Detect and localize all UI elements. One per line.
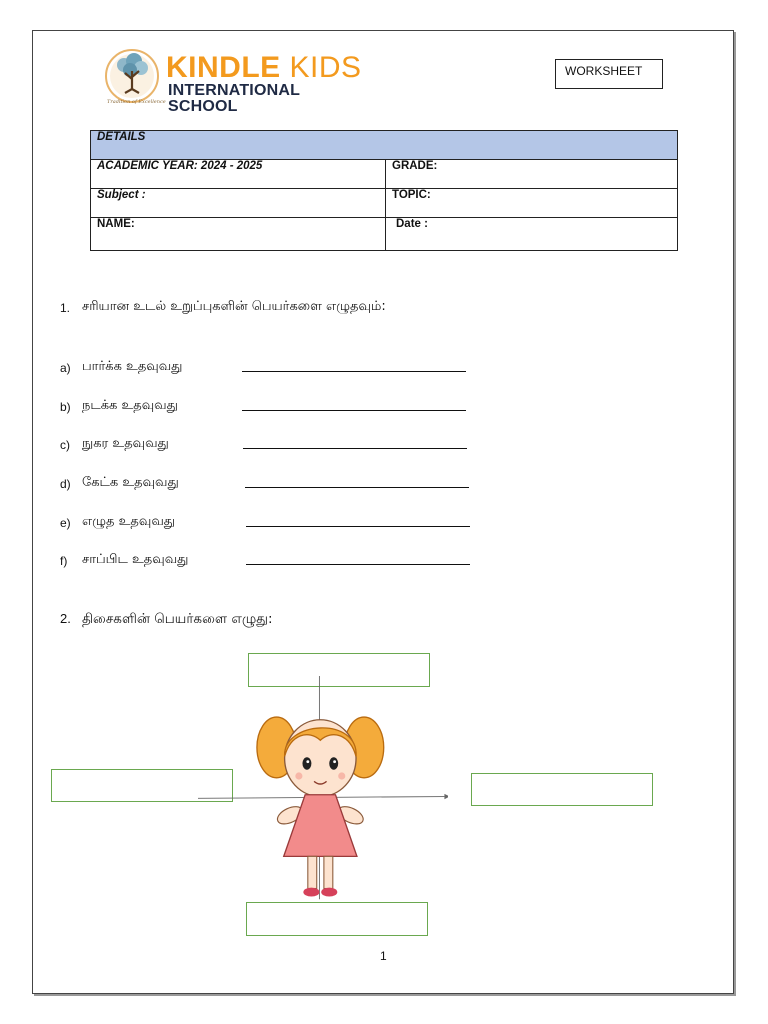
grade-cell: GRADE:	[386, 160, 678, 189]
answer-line[interactable]	[242, 410, 466, 411]
date-cell: Date :	[386, 218, 678, 251]
details-table	[90, 130, 678, 251]
answer-line[interactable]	[246, 564, 470, 565]
logo-tagline: Tradition of Excellence	[107, 99, 166, 105]
question-text: திசைகளின் பெயர்களை எழுது:	[82, 611, 273, 627]
question-number: 1.	[60, 301, 71, 315]
worksheet-page: KINDLE KIDS INTERNATIONAL SCHOOL Tradition of Excellence WORKSHEET DETAILS ACADEMIC YEAR: 2024 - 2025 GRADE: Subject : TOPIC: NAME: Date : 1. சரியான உடல் உறுப்புகளின் பெயர்களை எழுதவும்: a) பார்க்க உதவுவது b) நடக்க உதவுவது c) நுகர உதவுவது d) கேட்க உதவுவது e) எழுத உதவுவது f) சாப்பிட உதவுவது 2. திசைகளின் பெயர்களை எழுது: 1	[32, 30, 734, 994]
worksheet-label: WORKSHEET	[555, 59, 663, 89]
subject-cell: Subject :	[91, 189, 386, 218]
brand-name: KINDLE KIDS	[166, 51, 362, 84]
east-answer-box[interactable]	[471, 773, 653, 806]
question-text: சரியான உடல் உறுப்புகளின் பெயர்களை எழுதவும்:	[82, 299, 386, 314]
answer-line[interactable]	[243, 448, 467, 449]
academic-year-cell: ACADEMIC YEAR: 2024 - 2025	[91, 160, 386, 189]
school-logo	[103, 43, 373, 113]
name-cell: NAME:	[91, 218, 386, 251]
answer-line[interactable]	[246, 526, 470, 527]
page-number: 1	[380, 949, 387, 963]
details-heading: DETAILS	[91, 131, 678, 160]
answer-line[interactable]	[245, 487, 469, 488]
question-number: 2.	[60, 611, 71, 626]
topic-cell: TOPIC:	[386, 189, 678, 218]
girl-illustration	[198, 676, 448, 926]
answer-line[interactable]	[242, 371, 466, 372]
brand-subtitle: INTERNATIONAL SCHOOL	[168, 82, 300, 115]
